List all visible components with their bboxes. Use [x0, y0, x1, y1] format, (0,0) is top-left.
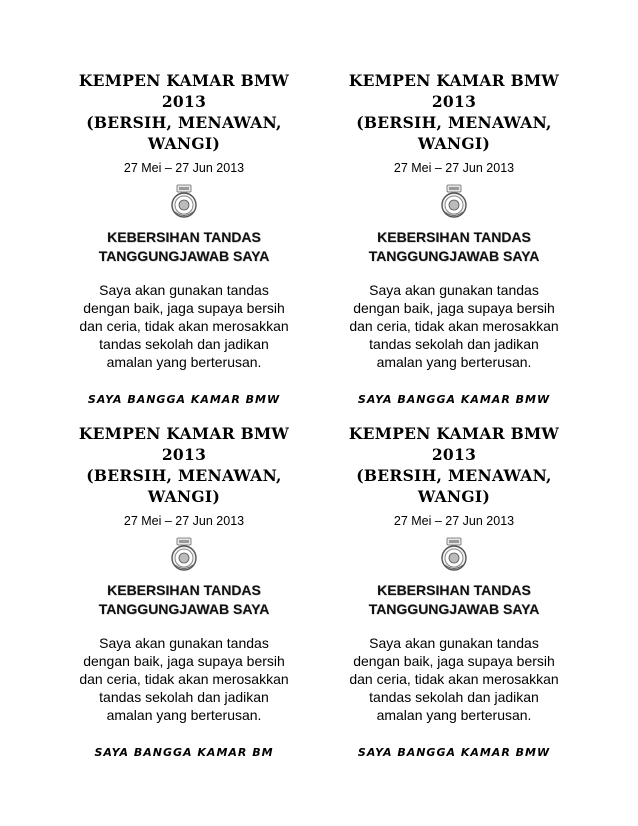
card-heading-line: KEBERSIHAN TANDAS [107, 582, 261, 598]
pledge-line: amalan yang berterusan. [376, 707, 532, 723]
pledge-line: dan ceria, tidak akan merosakkan [79, 318, 289, 334]
card-heading-line: TANGGUNGJAWAB SAYA [98, 601, 270, 617]
campaign-title-line: (BERSIH, MENAWAN, [356, 113, 552, 132]
campaign-title [332, 423, 576, 507]
slogan: SAYA BANGGA KAMAR BM [94, 746, 274, 759]
campaign-card [332, 423, 576, 759]
card-heading [332, 228, 576, 266]
pledge-line: dan ceria, tidak akan merosakkan [79, 671, 289, 687]
card-heading-line: KEBERSIHAN TANDAS [107, 229, 261, 245]
card-heading [332, 581, 576, 619]
card-heading [62, 228, 306, 266]
pledge-line: tandas sekolah dan jadikan [99, 689, 269, 705]
pledge-line: amalan yang berterusan. [106, 354, 262, 370]
campaign-title-line: WANGI) [417, 487, 491, 506]
pledge-text [62, 281, 306, 371]
card-heading [62, 581, 306, 619]
pledge-line: dengan baik, jaga supaya bersih [83, 653, 285, 669]
slogan: SAYA BANGGA KAMAR BMW [357, 746, 551, 759]
card-heading-line: TANGGUNGJAWAB SAYA [368, 601, 540, 617]
card-heading-line: KEBERSIHAN TANDAS [377, 229, 531, 245]
school-badge-icon [169, 537, 199, 573]
campaign-card [62, 423, 306, 759]
card-heading-line: KEBERSIHAN TANDAS [377, 582, 531, 598]
pledge-line: dengan baik, jaga supaya bersih [353, 653, 555, 669]
pledge-text [332, 634, 576, 724]
campaign-date: 27 Mei – 27 Jun 2013 [123, 161, 245, 175]
card-heading-line: TANGGUNGJAWAB SAYA [368, 248, 540, 264]
pledge-line: Saya akan gunakan tandas [99, 635, 269, 651]
pledge-text [62, 634, 306, 724]
campaign-title-line: KEMPEN KAMAR BMW 2013 [78, 71, 290, 111]
campaign-title [332, 70, 576, 154]
pledge-line: dan ceria, tidak akan merosakkan [349, 671, 559, 687]
campaign-title-line: WANGI) [417, 134, 491, 153]
campaign-title-line: (BERSIH, MENAWAN, [86, 466, 282, 485]
campaign-title [62, 70, 306, 154]
campaign-title-line: (BERSIH, MENAWAN, [86, 113, 282, 132]
pledge-line: tandas sekolah dan jadikan [369, 336, 539, 352]
campaign-title-line: KEMPEN KAMAR BMW 2013 [348, 71, 560, 111]
school-badge-icon [439, 537, 469, 573]
pledge-line: dan ceria, tidak akan merosakkan [349, 318, 559, 334]
campaign-date: 27 Mei – 27 Jun 2013 [123, 514, 245, 528]
pledge-line: amalan yang berterusan. [376, 354, 532, 370]
pledge-line: Saya akan gunakan tandas [99, 282, 269, 298]
pledge-text [332, 281, 576, 371]
pledge-line: tandas sekolah dan jadikan [369, 689, 539, 705]
school-badge-icon [439, 184, 469, 220]
campaign-card [332, 70, 576, 406]
pledge-line: tandas sekolah dan jadikan [99, 336, 269, 352]
slogan: SAYA BANGGA KAMAR BMW [357, 393, 551, 406]
campaign-title-line: WANGI) [147, 134, 221, 153]
campaign-title-line: KEMPEN KAMAR BMW 2013 [78, 424, 290, 464]
campaign-title-line: KEMPEN KAMAR BMW 2013 [348, 424, 560, 464]
campaign-card [62, 70, 306, 406]
card-heading-line: TANGGUNGJAWAB SAYA [98, 248, 270, 264]
slogan: SAYA BANGGA KAMAR BMW [87, 393, 281, 406]
pledge-line: Saya akan gunakan tandas [369, 282, 539, 298]
campaign-title-line: WANGI) [147, 487, 221, 506]
school-badge-icon [169, 184, 199, 220]
pledge-line: Saya akan gunakan tandas [369, 635, 539, 651]
campaign-title-line: (BERSIH, MENAWAN, [356, 466, 552, 485]
pledge-line: dengan baik, jaga supaya bersih [353, 300, 555, 316]
campaign-date: 27 Mei – 27 Jun 2013 [393, 161, 515, 175]
campaign-date: 27 Mei – 27 Jun 2013 [393, 514, 515, 528]
pledge-line: dengan baik, jaga supaya bersih [83, 300, 285, 316]
pledge-line: amalan yang berterusan. [106, 707, 262, 723]
campaign-title [62, 423, 306, 507]
